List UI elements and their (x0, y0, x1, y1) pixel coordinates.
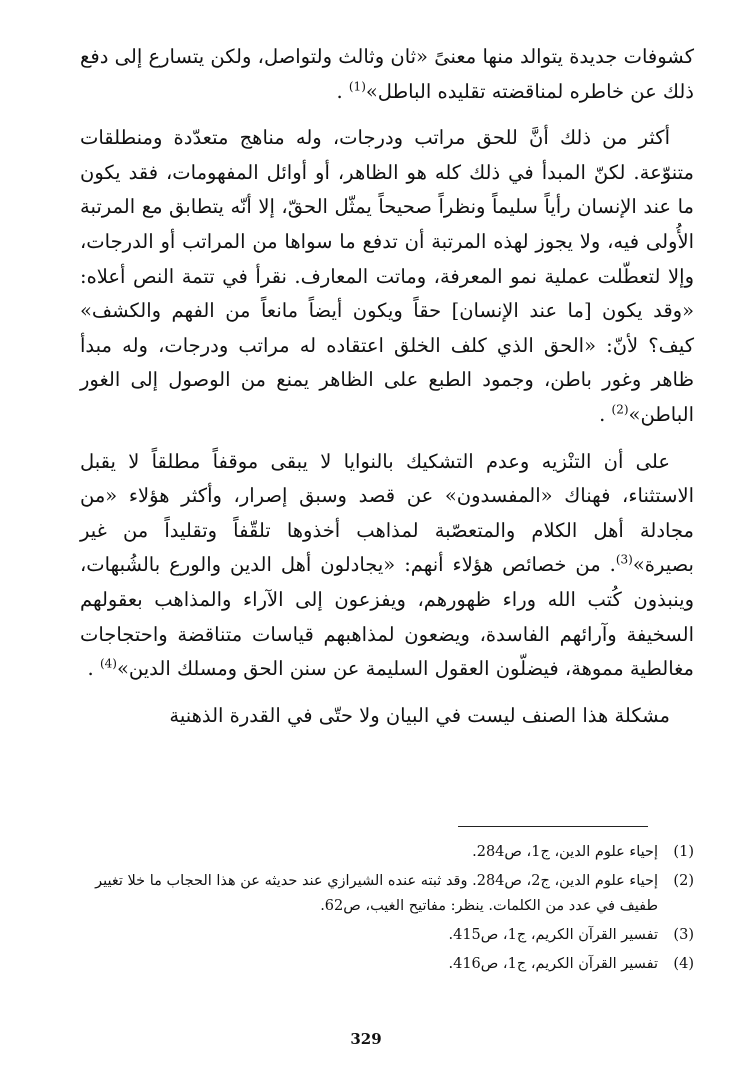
page-number: 329 (350, 1030, 382, 1048)
footnote-ref-4: (4) (99, 656, 117, 671)
footnote-3 (84, 923, 694, 948)
footnote-number: (2) (673, 873, 694, 889)
footnote-number: (3) (673, 927, 694, 943)
footnote-text: تفسير القرآن الكريم، ج1، ص416. (448, 956, 658, 972)
footnote-ref-2: (2) (611, 402, 629, 417)
footnote-number: (1) (673, 844, 694, 860)
main-text (80, 40, 694, 745)
footnote-text: إحياء علوم الدين، ج2، ص284. وقد ثبته عنده الشيرازي عند حديثه عن هذا الحجاب ما خلا تغيير طفيف في عدد من الكلمات. ينظر: مفاتيح الغيب، ص62. (95, 873, 658, 914)
footnotes (84, 840, 694, 981)
footnote-separator (458, 826, 648, 827)
footnote-ref-1: (1) (348, 79, 366, 94)
footnote-number: (4) (673, 956, 694, 972)
paragraph-3: على أن التنْزيه وعدم التشكيك بالنوايا لا يبقى موقفاً مطلقاً لا يقبل الاستثناء، فهناك «المفسدون» عن قصد وسبق إصرار، وأكثر هؤلاء «من مجادلة أهل الكلام والمتعصّبة لمذاهب أخذوها تلقّفاً وتقليداً من غير بصيرة»$^{(3)}$. من خصائص هؤلاء أنهم: «يجادلون أهل الدين والورع بالشُبهات، وينبذون كُتب الله وراء ظهورهم، ويفزعون إلى الآراء والمذاهب بعقولهم السخيفة وآرائهم الفاسدة، ويضعون لمذاهبهم قياسات متناقضة واحتجاجات مغالطية مموهة، فيضلّون العقول السليمة عن سنن الحق ومسلك الدين»$^{(4)}$ . (80, 449, 694, 681)
footnote-2 (84, 869, 694, 919)
footnote-4 (84, 952, 694, 977)
footnote-1 (84, 840, 694, 865)
paragraph-4: مشكلة هذا الصنف ليست في البيان ولا حتّى في القدرة الذهنية (169, 703, 670, 727)
paragraph-2: أكثر من ذلك أنَّ للحق مراتب ودرجات، وله مناهج متعدّدة ومنطلقات متنوّعة. لكنّ المبدأ في ذلك كله هو الظاهر، أو أوائل المفهومات، فقد يكون ما عند الإنسان رأياً سليماً ونظراً صحيحاً يمثّل الحقّ، إلا أنّه يتطابق مع المرتبة الأُولى فيه، ولا يجوز لهذه المرتبة أن تدفع ما سواها من المراتب أو الدرجات، وإلا لتعطّلت عملية نمو المعرفة، وماتت المعارف. نقرأ في تتمة النص أعلاه: «وقد يكون [ما عند الإنسان] حقاً ويكون أيضاً مانعاً من الفهم والكشف» كيف؟ لأنّ: «الحق الذي كلف الخلق اعتقاده له مراتب ودرجات، وله مبدأ ظاهر وغور باطن، وجمود الطبع على الظاهر يمنع من الوصول إلى الغور الباطن»$^{(2)}$ . (80, 126, 694, 426)
footnote-text: تفسير القرآن الكريم، ج1، ص415. (448, 927, 658, 943)
paragraph-1: كشوفات جديدة يتوالد منها معنىً «ثان وثالث ولتواصل، ولكن يتسارع إلى دفع ذلك عن خاطره لمناقضته تقليده الباطل»$^{(1)}$ . (80, 45, 694, 103)
footnote-ref-3: (3) (615, 552, 633, 567)
footnote-text: إحياء علوم الدين، ج1، ص284. (472, 844, 658, 860)
